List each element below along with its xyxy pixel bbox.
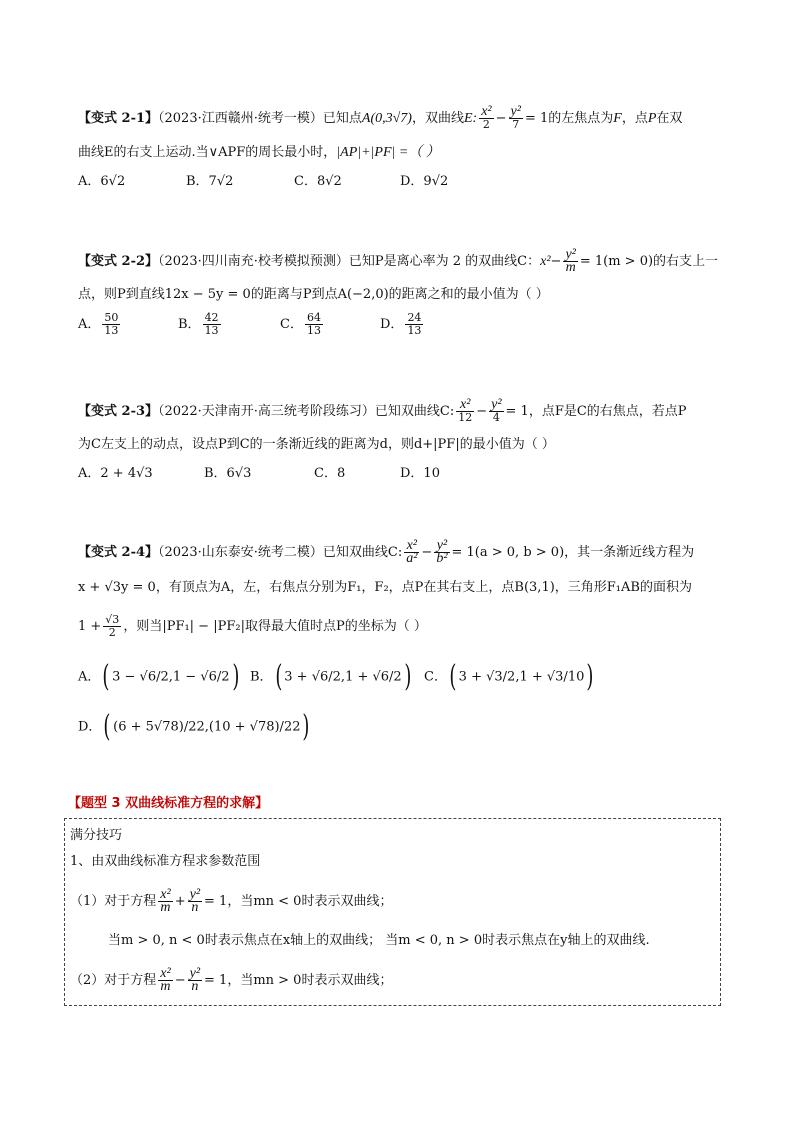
option-c[interactable]: C． $\frac{64}{13}$ (280, 311, 321, 337)
option-a[interactable]: A．6√2 (78, 174, 126, 189)
option-d[interactable]: D．( (6 + 5√78)/22,(10 + √78)/22) (78, 709, 310, 744)
option-d[interactable]: D．10 (400, 466, 440, 481)
problem-text: 已知双曲线C: (322, 545, 403, 560)
problem-tag: 【变式 2-1】 (78, 111, 159, 126)
problem-2-2-line2: 点，则P到直线12x − 5y = 0的距离与P到点A(−2,0)的距离之和的最小值为（ ） (78, 287, 549, 302)
problem-text: ，点 (621, 111, 648, 126)
equation-tail: = 1(a > 0, b > 0) (451, 545, 565, 560)
option-c[interactable]: C．( 3 + √3/2,1 + √3/10) (424, 659, 594, 694)
curve-label: E: (463, 111, 478, 126)
option-b[interactable]: B． $\frac{42}{13}$ (178, 311, 219, 337)
problem-text: ，点F是C的右焦点，若点P (528, 404, 687, 419)
point-label: P (647, 111, 657, 126)
problem-text: = 1(m > 0)的右支上一 (579, 254, 719, 269)
problem-tag: 【变式 2-3】 (78, 404, 159, 419)
option-a[interactable]: A．2 + 4√3 (78, 466, 153, 481)
problem-text: 在双 (656, 111, 683, 126)
tips-sub-1: （1）对于方程 $\frac{\text{x²}}{m}$ + $\frac{\text{y²}}{n}$ = 1，当mn < 0时表示双曲线； (70, 887, 393, 915)
problem-2-4-line2: x + √3y = 0，有顶点为A，左，右焦点分别为F₁，F₂，点P在其右支上，点B(3,1)，三角形F₁AB的面积为 (78, 580, 692, 595)
tips-title: 满分技巧 (70, 828, 123, 843)
tips-item-1: 1、由双曲线标准方程求参数范围 (70, 854, 261, 869)
fraction: $\frac{\text{x²}}{2}$ (481, 104, 492, 131)
section-title: 【题型 3 双曲线标准方程的求解】 (68, 796, 269, 811)
problem-2-3-line1: 【变式 2-3】（2022·天津南开·高三统考阶段练习）已知双曲线C: $\frac{\text{x²}}{12}$ − $\frac{\text{y²}}{4}$ = 1，点F是C的右焦点，若点P (78, 397, 687, 424)
problem-text: 的左焦点为 (548, 111, 614, 126)
option-a[interactable]: A．( 3 − √6/2,1 − √6/2) (78, 659, 239, 694)
tips-sub-2: （2）对于方程 $\frac{\text{x²}}{m}$ − $\frac{\text{y²}}{n}$ = 1，当mn > 0时表示双曲线； (70, 966, 393, 994)
problem-tag: 【变式 2-2】 (78, 254, 159, 269)
problem-text: 已知点 (322, 111, 362, 126)
tips-sub-1-line2: 当m > 0, n < 0时表示焦点在x轴上的双曲线； 当m < 0, n > 0时表示焦点在y轴上的双曲线. (108, 933, 650, 948)
problem-2-3-line2: 为C左支上的动点，设点P到C的一条渐近线的距离为d，则d+|PF|的最小值为（ ） (78, 437, 555, 452)
problem-text: 已知P是离心率为 2 的双曲线C： (348, 254, 541, 269)
problem-2-2-line1: 【变式 2-2】（2023·四川南充·校考模拟预测）已知P是离心率为 2 的双曲线C：x²− $\frac{\text{y²}}{m}$ = 1(m > 0)的右支上一 (78, 247, 719, 275)
problem-2-4-line1: 【变式 2-4】（2023·山东泰安·统考二模）已知双曲线C: $\frac{\text{x²}}{\text{a²}}$ − $\frac{\text{y²}}{\text{b²}}$ = 1(a > 0, b > 0)，其一条渐近线方程为 (78, 538, 695, 566)
point-a: A(0,3√7) (361, 111, 412, 126)
option-b[interactable]: B．7√2 (186, 174, 234, 189)
problem-source: （2023·四川南充·校考模拟预测） (158, 254, 349, 269)
problem-text: 曲线E的右支上运动.当∨APF的周长最小时， (78, 145, 337, 160)
option-b[interactable]: B．6√3 (204, 466, 252, 481)
option-d[interactable]: D．9√2 (400, 174, 449, 189)
focus-label: F (613, 111, 622, 126)
option-c[interactable]: C．8√2 (294, 174, 342, 189)
problem-source: （2023·山东泰安·统考二模） (158, 545, 323, 560)
question-expression: |AP|+|PF| =（ ） (336, 145, 440, 160)
equation-tail: = 1 (505, 404, 529, 419)
problem-tag: 【变式 2-4】 (78, 545, 159, 560)
fraction: $\frac{\text{y²}}{7}$ (510, 104, 521, 131)
problem-text: 已知双曲线C: (374, 404, 455, 419)
problem-2-1-line1: 【变式 2-1】（2023·江西赣州·统考一模）已知点A(0,3√7)，双曲线E: $\frac{\text{x²}}{2}$ − $\frac{\text{y²}}{7}$ = 1的左焦点为F，点P在双 (78, 104, 683, 131)
problem-source: （2022·天津南开·高三统考阶段练习） (158, 404, 375, 419)
option-c[interactable]: C．8 (314, 466, 346, 481)
problem-source: （2023·江西赣州·统考一模） (158, 111, 323, 126)
fraction: $\frac{\text{y²}}{m}$ (565, 247, 576, 275)
problem-2-1-line2 (78, 143, 440, 163)
option-d[interactable]: D． $\frac{24}{13}$ (380, 311, 422, 337)
problem-2-4-line3: 1 + $\frac{√3}{2}$ ，则当|PF₁| − |PF₂|取得最大值时点P的坐标为（ ） (78, 613, 427, 639)
option-a[interactable]: A． $\frac{50}{13}$ (78, 311, 119, 337)
problem-text: ，其一条渐近线方程为 (564, 545, 695, 560)
option-b[interactable]: B．( 3 + √6/2,1 + √6/2) (250, 659, 412, 694)
equation-tail: = 1 (524, 111, 549, 126)
problem-text: ，双曲线 (411, 111, 464, 126)
